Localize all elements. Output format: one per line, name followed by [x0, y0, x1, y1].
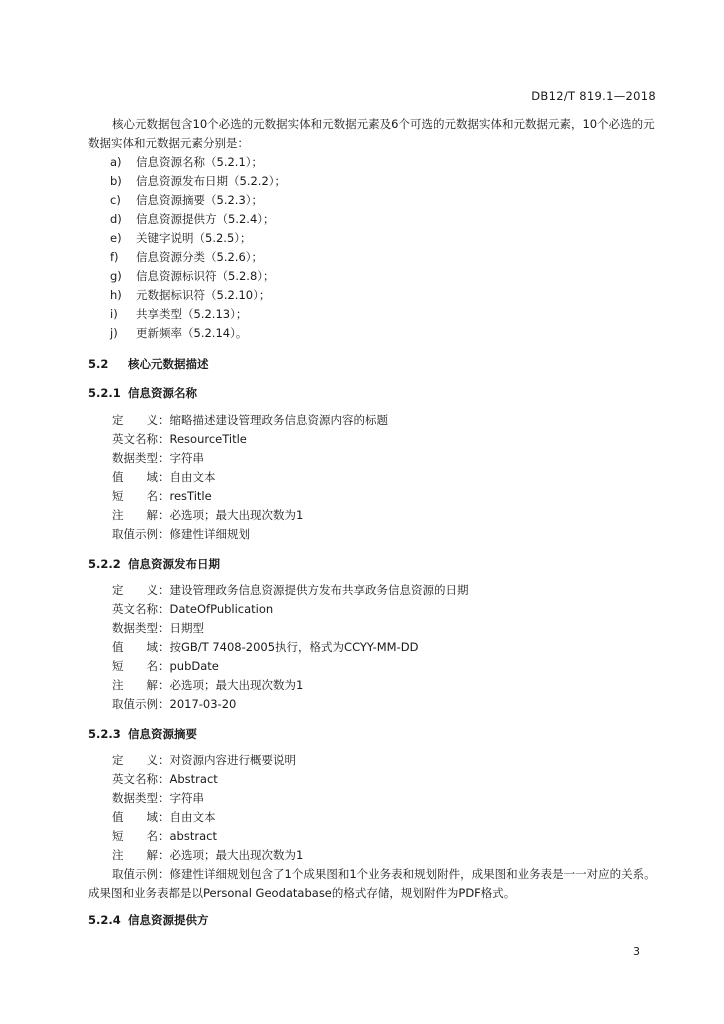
field-row: 数据类型：字符串	[112, 791, 204, 805]
field-row: 取值示例：修建性详细规划	[112, 527, 250, 541]
section-heading-5-2-2: 5.2.2 信息资源发布日期	[88, 557, 220, 571]
field-row: 短 名：pubDate	[112, 659, 219, 673]
section-heading-5-2-3: 5.2.3 信息资源摘要	[88, 727, 197, 741]
list-item: c) 信息资源摘要（5.2.3）；	[110, 193, 264, 207]
list-item: b) 信息资源发布日期（5.2.2）；	[110, 174, 287, 188]
fields-5-2-2	[112, 581, 469, 714]
intro-section	[88, 115, 658, 343]
field-row: 英文名称：ResourceTitle	[112, 432, 247, 446]
field-row: 英文名称：DateOfPublication	[112, 602, 274, 616]
field-row: 值 域：按GB/T 7408-2005执行，格式为CCYY-MM-DD	[112, 640, 419, 654]
field-row: 短 名：abstract	[112, 829, 217, 843]
example-5-2-3: 取值示例：修建性详细规划包含了1个成果图和1个业务表和规划附件，成果图和业务表是一一对应的关系。成果图和业务表都是以Personal Geodatabase的格式存储，规划附件为PDF格式。	[88, 867, 656, 900]
field-row: 短 名：resTitle	[112, 489, 212, 503]
section-heading-5-2-1: 5.2.1 信息资源名称	[88, 386, 197, 400]
field-row: 注 解：必选项；最大出现次数为1	[112, 678, 304, 692]
field-row: 定 义：缩略描述建设管理政务信息资源内容的标题	[112, 413, 388, 427]
fields-5-2-3	[112, 751, 303, 865]
field-row: 定 义：对资源内容进行概要说明	[112, 753, 296, 767]
field-row: 取值示例：2017-03-20	[112, 697, 237, 711]
field-row: 值 域：自由文本	[112, 810, 216, 824]
list-item: a) 信息资源名称（5.2.1）；	[110, 155, 264, 169]
list-item: h) 元数据标识符（5.2.10）；	[110, 288, 271, 302]
standard-number: DB12/T 819.1—2018	[531, 89, 656, 103]
list-item: f) 信息资源分类（5.2.6）；	[110, 250, 264, 264]
list-item: g) 信息资源标识符（5.2.8）；	[110, 269, 275, 283]
intro-paragraph: 核心元数据包含10个必选的元数据实体和元数据元素及6个可选的元数据实体和元数据元素，10个必选的元数据实体和元数据元素分别是：	[88, 117, 655, 150]
field-row: 英文名称：Abstract	[112, 772, 218, 786]
page-number: 3	[633, 945, 640, 958]
fields-5-2-1	[112, 411, 388, 544]
list-item: d) 信息资源提供方（5.2.4）；	[110, 212, 275, 226]
field-row: 定 义：建设管理政务信息资源提供方发布共享政务信息资源的日期	[112, 583, 469, 597]
field-row: 数据类型：字符串	[112, 451, 204, 465]
section-heading-5-2-4: 5.2.4 信息资源提供方	[88, 913, 209, 927]
list-item: e) 关键字说明（5.2.5）；	[110, 231, 252, 245]
field-row: 注 解：必选项；最大出现次数为1	[112, 508, 304, 522]
list-item: j) 更新频率（5.2.14）。	[110, 326, 248, 340]
field-row: 注 解：必选项；最大出现次数为1	[112, 848, 304, 862]
list-item: i) 共享类型（5.2.13）；	[110, 307, 248, 321]
section-heading-5-2: 5.2 核心元数据描述	[88, 357, 209, 371]
field-row: 数据类型：日期型	[112, 621, 204, 635]
field-row: 值 域：自由文本	[112, 470, 216, 484]
required-elements-list	[88, 153, 658, 343]
